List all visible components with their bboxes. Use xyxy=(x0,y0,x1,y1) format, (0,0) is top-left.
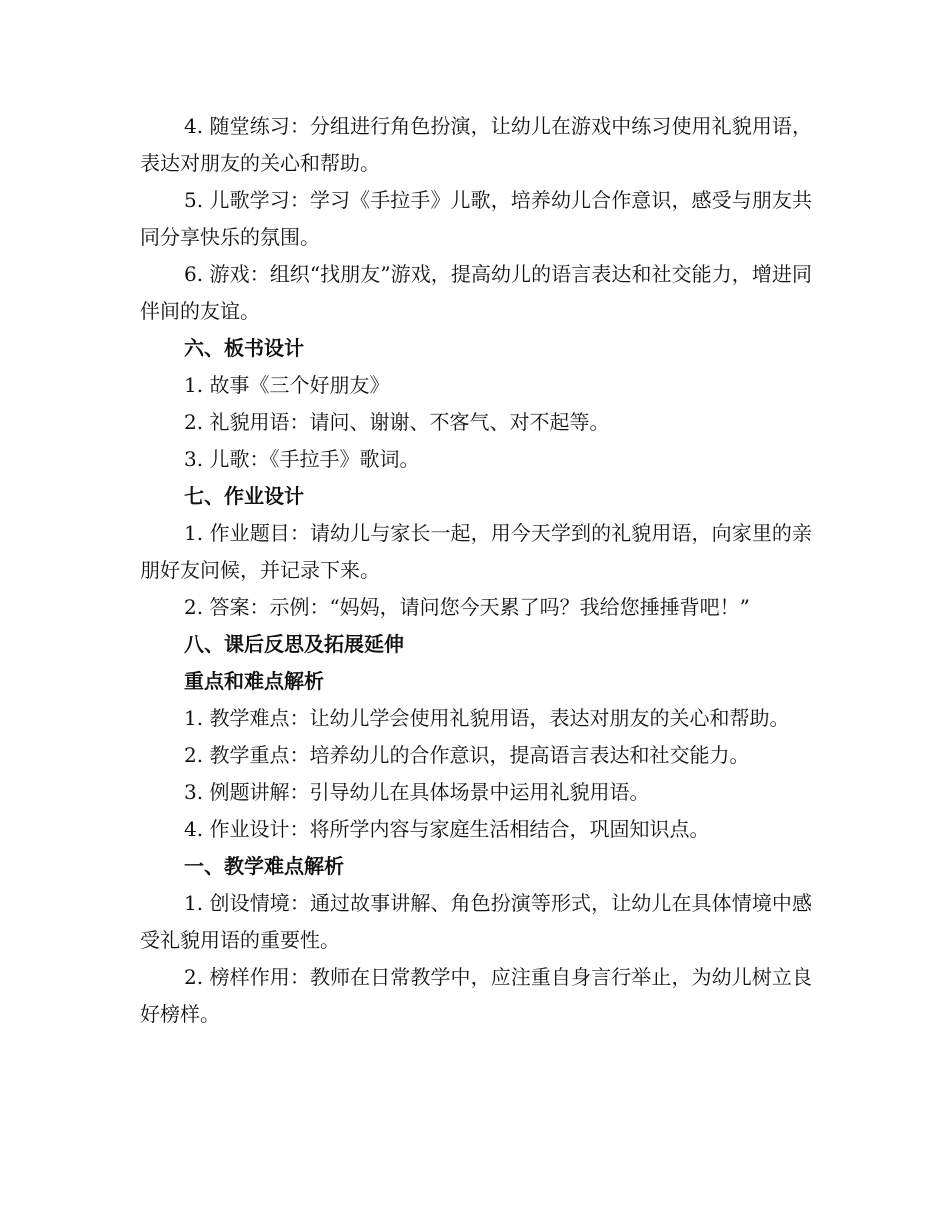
paragraph-song: 5. 儿歌学习：学习《手拉手》儿歌，培养幼儿合作意识，感受与朋友共同分享快乐的氛围。 xyxy=(140,188,812,249)
paragraph-homework-plan: 4. 作业设计：将所学内容与家庭生活相结合，巩固知识点。 xyxy=(184,817,710,841)
heading-difficulty-analysis: 一、教学难点解析 xyxy=(184,854,344,878)
paragraph-situation: 1. 创设情境：通过故事讲解、角色扮演等形式，让幼儿在具体情境中感受礼貌用语的重要性。 xyxy=(140,891,812,952)
paragraph-example: 3. 例题讲解：引导幼儿在具体场景中运用礼貌用语。 xyxy=(184,780,650,804)
paragraph-focus: 2. 教学重点：培养幼儿的合作意识，提高语言表达和社交能力。 xyxy=(184,743,750,767)
document-body xyxy=(140,108,812,1033)
paragraph-board-polite: 2. 礼貌用语：请问、谢谢、不客气、对不起等。 xyxy=(184,410,610,434)
paragraph-game: 6. 游戏：组织“找朋友”游戏，提高幼儿的语言表达和社交能力，增进同伴间的友谊。 xyxy=(140,262,812,323)
heading-key-points: 重点和难点解析 xyxy=(184,669,324,693)
heading-board-design: 六、板书设计 xyxy=(184,336,304,360)
heading-homework-design: 七、作业设计 xyxy=(184,484,304,508)
paragraph-homework-answer: 2. 答案：示例：“妈妈，请问您今天累了吗？我给您捶捶背吧！” xyxy=(184,595,750,619)
paragraph-role-model: 2. 榜样作用：教师在日常教学中，应注重自身言行举止，为幼儿树立良好榜样。 xyxy=(140,965,812,1026)
heading-reflection: 八、课后反思及拓展延伸 xyxy=(184,632,404,656)
paragraph-difficulty: 1. 教学难点：让幼儿学会使用礼貌用语，表达对朋友的关心和帮助。 xyxy=(184,706,790,730)
paragraph-practice: 4. 随堂练习：分组进行角色扮演，让幼儿在游戏中练习使用礼貌用语，表达对朋友的关心和帮助。 xyxy=(140,114,812,175)
paragraph-board-story: 1. 故事《三个好朋友》 xyxy=(184,373,390,397)
paragraph-homework-topic: 1. 作业题目：请幼儿与家长一起，用今天学到的礼貌用语，向家里的亲朋好友问候，并记录下来。 xyxy=(140,521,812,582)
paragraph-board-song: 3. 儿歌：《手拉手》歌词。 xyxy=(184,447,420,471)
